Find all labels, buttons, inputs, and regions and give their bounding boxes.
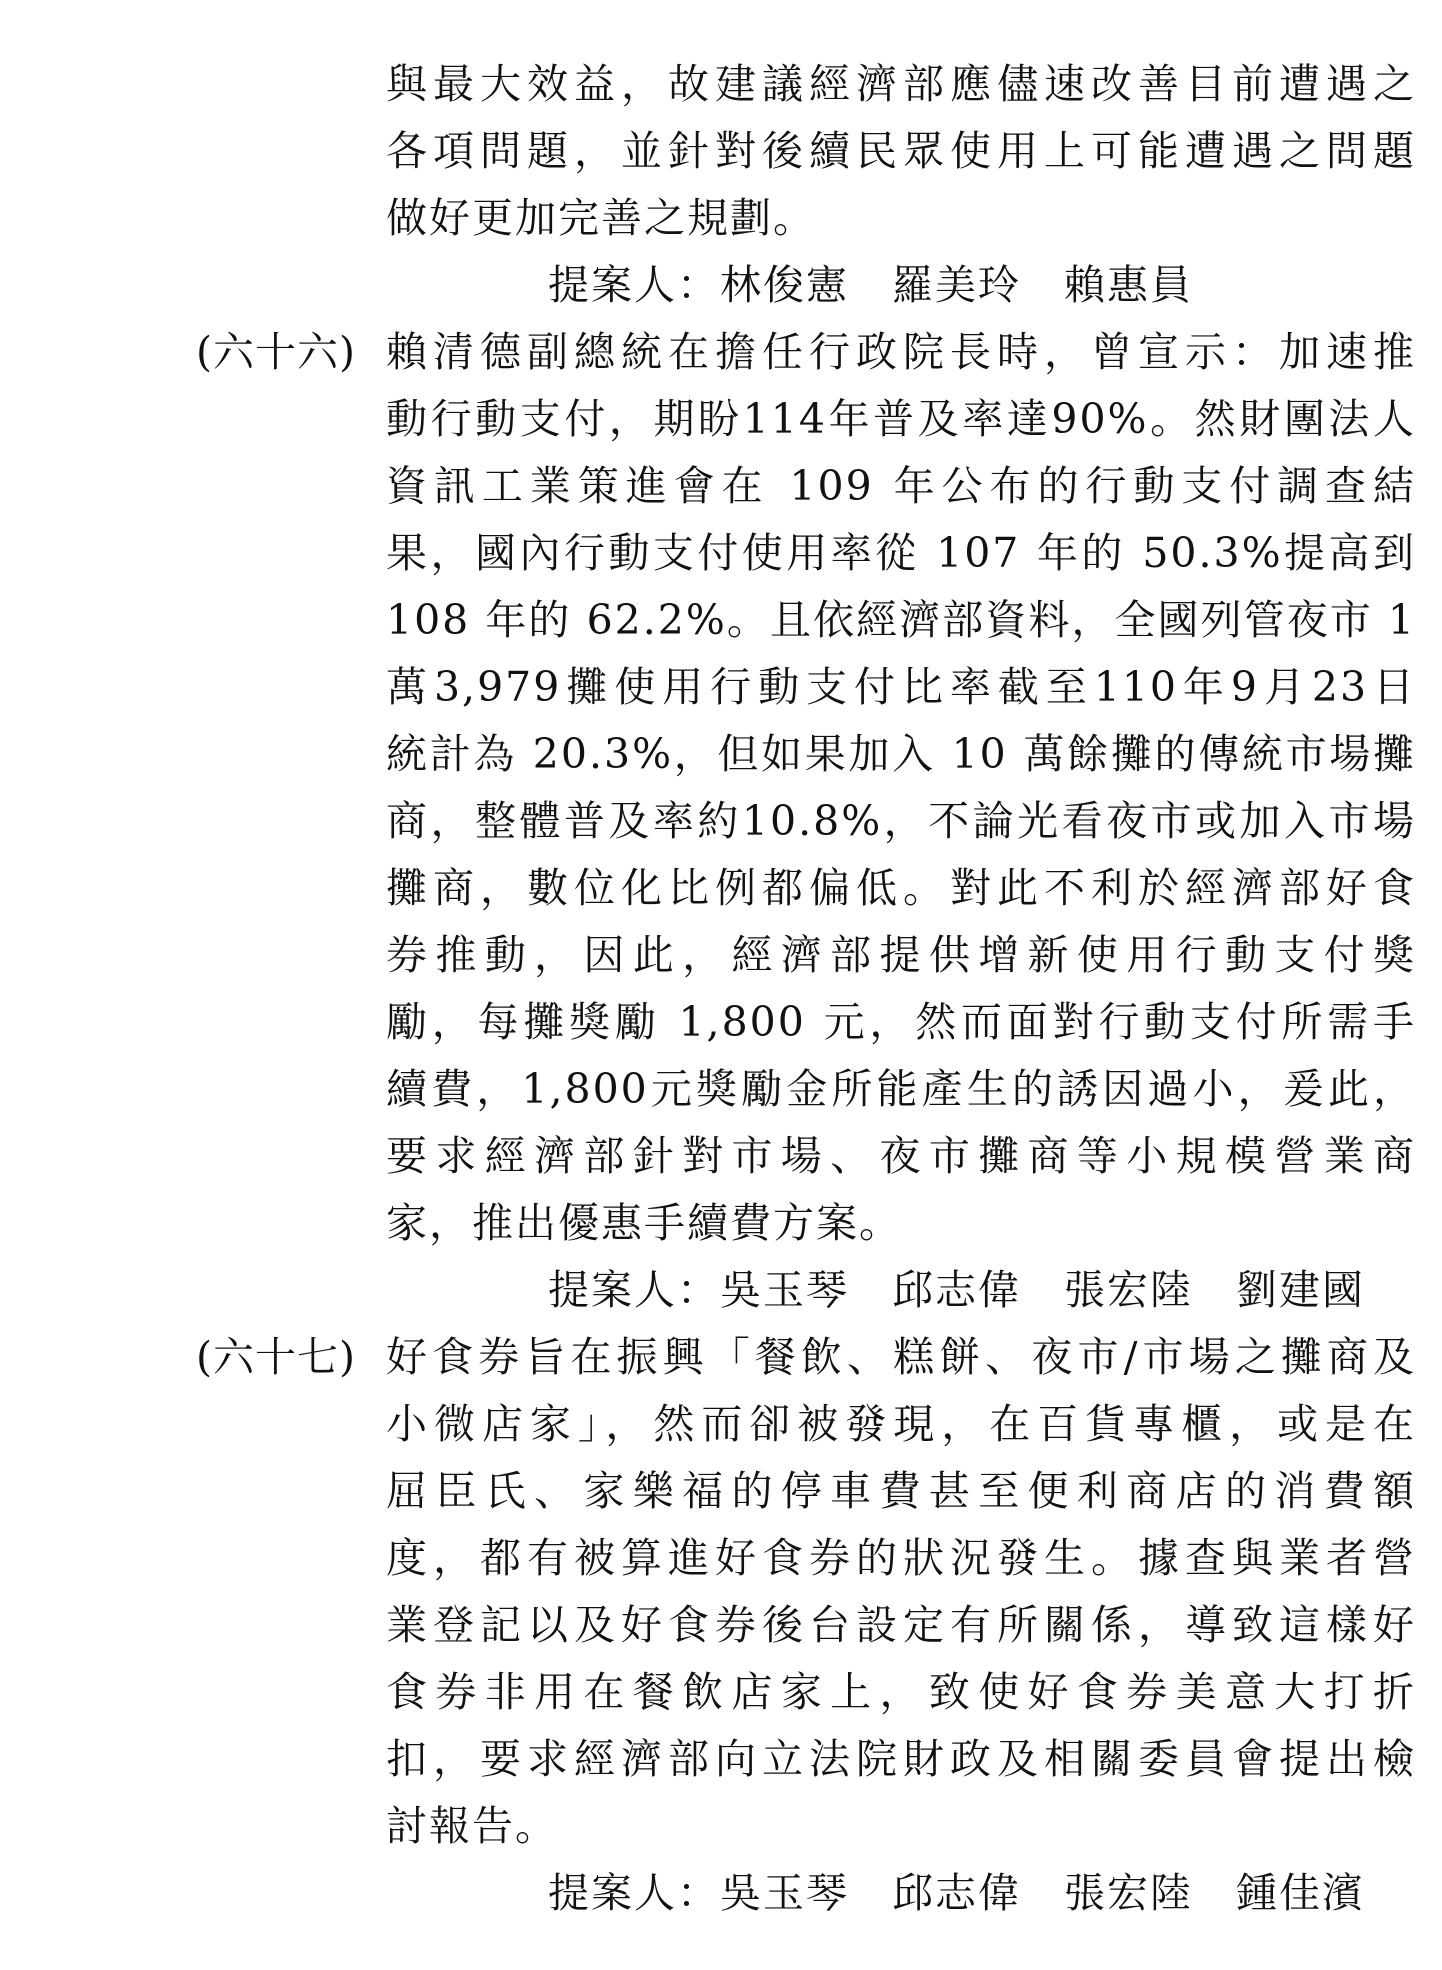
intro-signature: 提案人：林俊憲 羅美玲 賴惠員 xyxy=(548,261,1193,309)
item66-line: 商，整體普及率約10.8%，不論光看夜市或加入市場 xyxy=(386,797,1416,845)
item66-line: 賴清德副總統在擔任行政院長時，曾宣示：加速推 xyxy=(386,328,1416,376)
intro-line: 做好更加完善之規劃。 xyxy=(386,194,816,242)
item66-line: 108 年的 62.2%。且依經濟部資料，全國列管夜市 1 xyxy=(386,596,1416,644)
item66-line: 果，國內行動支付使用率從 107 年的 50.3%提高到 xyxy=(386,529,1416,577)
item66-line: 萬3,979攤使用行動支付比率截至110年9月23日 xyxy=(386,663,1416,711)
item66-line: 續費，1,800元獎勵金所能產生的誘因過小，爰此， xyxy=(386,1065,1416,1113)
item66-number: (六十六) xyxy=(196,328,356,376)
item67-line: 度，都有被算進好食券的狀況發生。據查與業者營 xyxy=(386,1534,1416,1582)
item66-line: 統計為 20.3%，但如果加入 10 萬餘攤的傳統市場攤 xyxy=(386,730,1416,778)
item66-line: 動行動支付，期盼114年普及率達90%。然財團法人 xyxy=(386,395,1416,443)
item66-line: 勵，每攤獎勵 1,800 元，然而面對行動支付所需手 xyxy=(386,998,1416,1046)
item67-line: 好食券旨在振興「餐飲、糕餅、夜市/市場之攤商及 xyxy=(386,1333,1416,1381)
item67-signature: 提案人：吳玉琴 邱志偉 張宏陸 鍾佳濱 xyxy=(548,1869,1365,1917)
item67-line: 小微店家」，然而卻被發現，在百貨專櫃，或是在 xyxy=(386,1400,1416,1448)
item66-line: 攤商，數位化比例都偏低。對此不利於經濟部好食 xyxy=(386,864,1416,912)
intro-line: 與最大效益，故建議經濟部應儘速改善目前遭遇之 xyxy=(386,60,1416,108)
item67-line: 屈臣氏、家樂福的停車費甚至便利商店的消費額 xyxy=(386,1467,1416,1515)
item67-line: 討報告。 xyxy=(386,1802,558,1850)
item67-line: 業登記以及好食券後台設定有所關係，導致這樣好 xyxy=(386,1601,1416,1649)
item67-line: 扣，要求經濟部向立法院財政及相關委員會提出檢 xyxy=(386,1735,1416,1783)
item67-number: (六十七) xyxy=(196,1333,356,1381)
item66-line: 券推動，因此，經濟部提供增新使用行動支付獎 xyxy=(386,931,1416,979)
item66-line: 要求經濟部針對市場、夜市攤商等小規模營業商 xyxy=(386,1132,1416,1180)
item67-line: 食券非用在餐飲店家上，致使好食券美意大打折 xyxy=(386,1668,1416,1716)
intro-line: 各項問題，並針對後續民眾使用上可能遭遇之問題 xyxy=(386,127,1416,175)
item66-line: 資訊工業策進會在 109 年公布的行動支付調查結 xyxy=(386,462,1416,510)
item66-signature: 提案人：吳玉琴 邱志偉 張宏陸 劉建國 xyxy=(548,1266,1365,1314)
item66-line: 家，推出優惠手續費方案。 xyxy=(386,1199,902,1247)
